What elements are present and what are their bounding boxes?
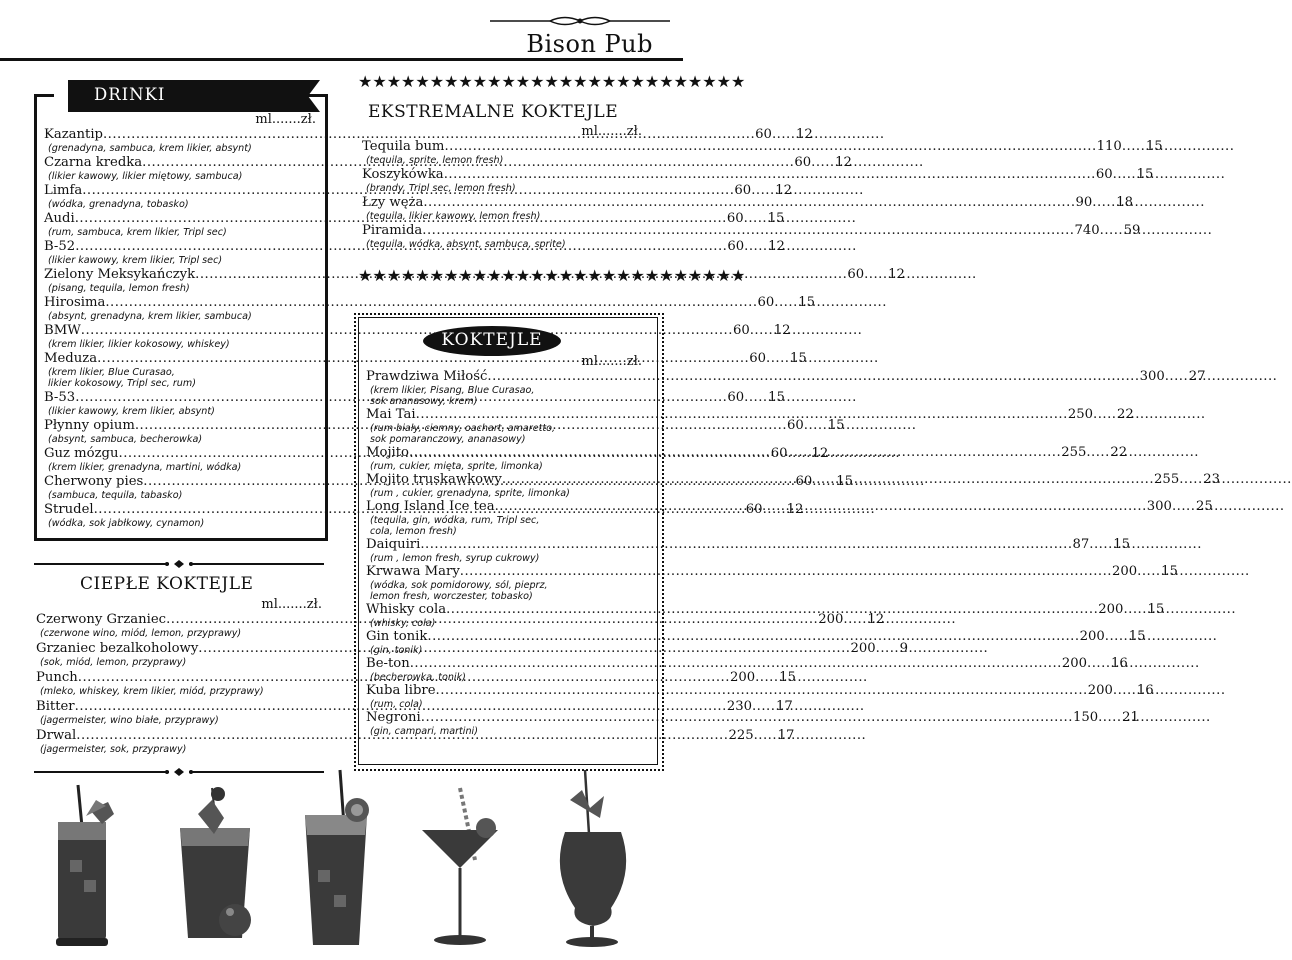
- item-volume: 60: [847, 267, 865, 282]
- item-volume: 740: [1074, 223, 1100, 238]
- item-price: 15: [836, 474, 854, 489]
- item-price: 15: [1136, 167, 1154, 182]
- item-ingredients: (becherowka, tonik): [370, 672, 466, 683]
- item-ingredients: (rum, cola): [370, 699, 423, 710]
- item-name: Koszykówka: [362, 167, 444, 182]
- item-name: Negroni: [366, 710, 421, 725]
- item-price: 15: [1113, 537, 1131, 552]
- item-volume: 300: [1146, 499, 1172, 514]
- item-volume: 60: [727, 239, 745, 254]
- menu-item: [44, 267, 905, 294]
- item-ingredients: (rum, sambuca, krem likier, Tripl sec): [48, 227, 227, 238]
- item-name: Audi: [44, 211, 75, 226]
- item-ingredients: (rum, cukier, mięta, sprite, limonka): [370, 461, 543, 472]
- item-price: 12: [795, 127, 813, 142]
- item-name: Mai Tai: [366, 407, 416, 422]
- item-price: 15: [798, 295, 816, 310]
- item-ingredients: (likier kawowy, krem likier, absynt): [48, 406, 215, 417]
- item-name: B-53: [44, 390, 76, 405]
- menu-item: [366, 629, 1146, 656]
- item-price: 15: [779, 670, 796, 685]
- ekstremalne-title: EKSTREMALNE KOKTEJLE: [368, 102, 619, 122]
- drinki-title: DRINKI: [94, 85, 166, 104]
- item-ingredients: (rum biały, ciemny, oachart, amaretto,: [370, 423, 556, 434]
- item-ingredients: (tequila, wódka, absynt, sambuca, sprite): [366, 239, 566, 250]
- item-price: 12: [768, 239, 785, 254]
- item-price: 59: [1123, 223, 1141, 238]
- item-name: Cherwony pies: [44, 474, 144, 489]
- item-volume: 250: [1067, 407, 1093, 422]
- item-name: Zielony Meksykańczyk: [44, 267, 196, 282]
- item-ingredients: (absynt, sambuca, becherowka): [48, 434, 203, 445]
- item-ingredients: (brandy, Tripl sec, lemon fresh): [366, 183, 516, 194]
- item-name: Prawdziwa Miłość: [366, 369, 488, 384]
- item-ingredients-cont: sok pomaranczowy, ananasowy): [370, 434, 526, 445]
- item-name: Mojito: [366, 445, 409, 460]
- item-price: 15: [1161, 564, 1178, 579]
- pub-title: Bison Pub: [526, 30, 653, 58]
- ekstremalne-units: ml.......zł.: [581, 124, 642, 139]
- item-ingredients: (jagermeister, sok, przyprawy): [40, 744, 187, 755]
- item-ingredients: (wódka, sok pomidorowy, sól, pieprz,: [370, 580, 548, 591]
- item-price: 25: [1195, 499, 1213, 514]
- item-name: Drwal: [36, 728, 77, 743]
- item-volume: 60: [794, 155, 812, 170]
- item-ingredients: (czerwone wino, miód, lemon, przyprawy): [40, 628, 242, 639]
- item-ingredients: (likier kawowy, krem likier, Tripl sec): [48, 255, 223, 266]
- item-price: 15: [1128, 629, 1146, 644]
- item-volume: 110: [1096, 139, 1122, 154]
- item-price: 12: [867, 612, 885, 627]
- item-ingredients: (grenadyna, sambuca, krem likier, absynt): [48, 143, 252, 154]
- item-price: 15: [1147, 602, 1165, 617]
- item-name: Bitter: [36, 699, 75, 714]
- item-ingredients: (wódka, grenadyna, tobasko): [48, 199, 189, 210]
- item-ingredients: (likier kawowy, likier miętowy, sambuca): [48, 171, 243, 182]
- item-name: Whisky cola: [366, 602, 447, 617]
- item-name: Piramida: [362, 223, 423, 238]
- item-volume: 87: [1072, 537, 1090, 552]
- item-price: 15: [767, 211, 785, 226]
- item-volume: 200: [729, 670, 756, 685]
- header-ornament: [490, 12, 670, 30]
- item-volume: 200: [1098, 602, 1124, 617]
- item-price: 12: [786, 502, 804, 517]
- item-price: 12: [811, 446, 829, 461]
- item-ingredients: (mleko, whiskey, krem likier, miód, przyprawy): [40, 686, 264, 697]
- item-volume: 90: [1075, 195, 1093, 210]
- item-volume: 60: [749, 351, 767, 366]
- item-price: 15: [790, 351, 807, 366]
- item-name: Płynny opium: [44, 418, 135, 433]
- cieple-title: CIEPŁE KOKTEJLE: [80, 574, 254, 594]
- item-name: Tequila bum: [362, 139, 445, 154]
- menu-item: [366, 537, 1131, 564]
- item-name: Long Island Ice tea: [366, 499, 495, 514]
- section-divider: [34, 559, 324, 569]
- item-name: Łzy węża: [362, 195, 424, 210]
- item-volume: 150: [1072, 710, 1099, 725]
- item-volume: 60: [770, 446, 788, 461]
- item-name: Limfa: [44, 183, 83, 198]
- item-ingredients: (tequila, likier kawowy, lemon fresh): [366, 211, 541, 222]
- cieple-units: ml.......zł.: [261, 597, 322, 612]
- item-price: 12: [835, 155, 852, 170]
- menu-item: [44, 295, 816, 322]
- item-volume: 230: [726, 699, 752, 714]
- item-ingredients: (sambuca, tequila, tabasko): [48, 490, 183, 501]
- item-name: Gin tonik: [366, 629, 428, 644]
- item-price: 23: [1203, 472, 1220, 487]
- item-ingredients: (gin, campari, martini): [370, 726, 478, 737]
- item-price: 17: [777, 728, 795, 743]
- item-ingredients: (tequila, sprite, lemon fresh): [366, 155, 504, 166]
- item-volume: 255: [1154, 472, 1180, 487]
- item-name: Czerwony Grzaniec: [36, 612, 167, 627]
- header-rule: [0, 58, 683, 61]
- item-name: Hirosima: [44, 295, 106, 310]
- item-name: Daiquiri: [366, 537, 421, 552]
- item-price: 15: [768, 390, 785, 405]
- item-volume: 255: [1061, 445, 1087, 460]
- menu-item: [366, 564, 1178, 602]
- item-ingredients: (krem likier, Pisang, Blue Curasao,: [370, 385, 535, 396]
- item-name: Guz mózgu: [44, 446, 119, 461]
- item-volume: 60: [1095, 167, 1113, 182]
- item-volume: 60: [795, 474, 813, 489]
- drinks-illustration: [30, 770, 660, 955]
- item-volume: 225: [728, 728, 754, 743]
- item-ingredients: (jagermeister, wino białe, przyprawy): [40, 715, 219, 726]
- item-volume: 60: [745, 502, 763, 517]
- item-ingredients: (krem likier, grenadyna, martini, wódka): [48, 462, 242, 473]
- item-volume: 200: [1111, 564, 1138, 579]
- item-ingredients-cont: cola, lemon fresh): [370, 526, 457, 537]
- item-price: 16: [1136, 683, 1154, 698]
- item-price: 12: [888, 267, 905, 282]
- item-name: B-52: [44, 239, 76, 254]
- item-ingredients: (gin, tonik): [370, 645, 423, 656]
- item-name: Kazantip: [44, 127, 103, 142]
- item-name: Strudel: [44, 502, 94, 517]
- item-ingredients: (krem likier, Blue Curasao,: [48, 367, 175, 378]
- item-ingredients: (tequila, gin, wódka, rum, Tripl sec,: [370, 515, 540, 526]
- item-name: Grzaniec bezalkoholowy: [36, 641, 199, 656]
- item-name: BMW: [44, 323, 81, 338]
- tall-glass-icon: [305, 770, 369, 945]
- item-name: Meduza: [44, 351, 98, 366]
- item-volume: 60: [734, 183, 752, 198]
- martini-glass-icon: [422, 788, 498, 945]
- highball-glass-icon: [56, 785, 114, 946]
- item-ingredients: (rum , lemon fresh, syrup cukrowy): [370, 553, 540, 564]
- item-price: 9: [899, 641, 909, 656]
- item-ingredients: (absynt, grenadyna, krem likier, sambuca): [48, 311, 252, 322]
- item-ingredients: (rum , cukier, grenadyna, sprite, limonka): [370, 488, 570, 499]
- item-price: 22: [1117, 407, 1134, 422]
- item-ingredients: (wódka, sok jabłkowy, cynamon): [48, 518, 205, 529]
- item-volume: 200: [818, 612, 844, 627]
- item-ingredients-cont: sok ananasowy, krem): [370, 396, 478, 407]
- item-ingredients-cont: lemon fresh, worczester, tobasko): [370, 591, 533, 602]
- item-ingredients: (pisang, tequila, lemon fresh): [48, 283, 190, 294]
- item-price: 21: [1122, 710, 1139, 725]
- item-price: 12: [775, 183, 792, 198]
- item-volume: 200: [1079, 629, 1105, 644]
- item-price: 15: [1145, 139, 1163, 154]
- hurricane-glass-icon: [560, 770, 626, 947]
- item-name: Be-ton: [366, 656, 410, 671]
- item-name: Kuba libre: [366, 683, 436, 698]
- item-ingredients-cont: likier kokosowy, Tripl sec, rum): [48, 378, 196, 389]
- item-volume: 60: [787, 418, 804, 433]
- item-volume: 200: [1061, 656, 1088, 671]
- item-ingredients: (sok, miód, lemon, przyprawy): [40, 657, 187, 668]
- item-name: Mojito truskawkowy: [366, 472, 502, 487]
- item-price: 16: [1111, 656, 1128, 671]
- item-name: Czarna kredka: [44, 155, 143, 170]
- item-volume: 60: [732, 323, 750, 338]
- item-price: 12: [773, 323, 791, 338]
- koktejle-title: KOKTEJLE: [441, 330, 543, 350]
- item-name: Punch: [36, 670, 78, 685]
- item-volume: 60: [726, 211, 744, 226]
- item-volume: 60: [757, 295, 775, 310]
- stars-bottom: ★★★★★★★★★★★★★★★★★★★★★★★★★★★: [358, 266, 746, 285]
- stars-top: ★★★★★★★★★★★★★★★★★★★★★★★★★★★: [358, 72, 746, 91]
- item-volume: 200: [850, 641, 876, 656]
- drinki-units: ml.......zł.: [255, 112, 316, 127]
- item-name: Krwawa Mary: [366, 564, 460, 579]
- item-price: 18: [1116, 195, 1134, 210]
- item-volume: 60: [755, 127, 772, 142]
- item-volume: 200: [1087, 683, 1113, 698]
- item-ingredients: (whisky, cola): [370, 618, 436, 629]
- item-price: 15: [827, 418, 845, 433]
- item-ingredients: (krem likier, likier kokosowy, whiskey): [48, 339, 230, 350]
- item-volume: 60: [727, 390, 745, 405]
- item-price: 17: [775, 699, 793, 714]
- item-volume: 300: [1139, 369, 1165, 384]
- item-price: 27: [1188, 369, 1206, 384]
- koktejle-units: ml.......zł.: [581, 354, 642, 369]
- item-price: 22: [1110, 445, 1128, 460]
- mixed-drink-glass-icon: [180, 787, 251, 938]
